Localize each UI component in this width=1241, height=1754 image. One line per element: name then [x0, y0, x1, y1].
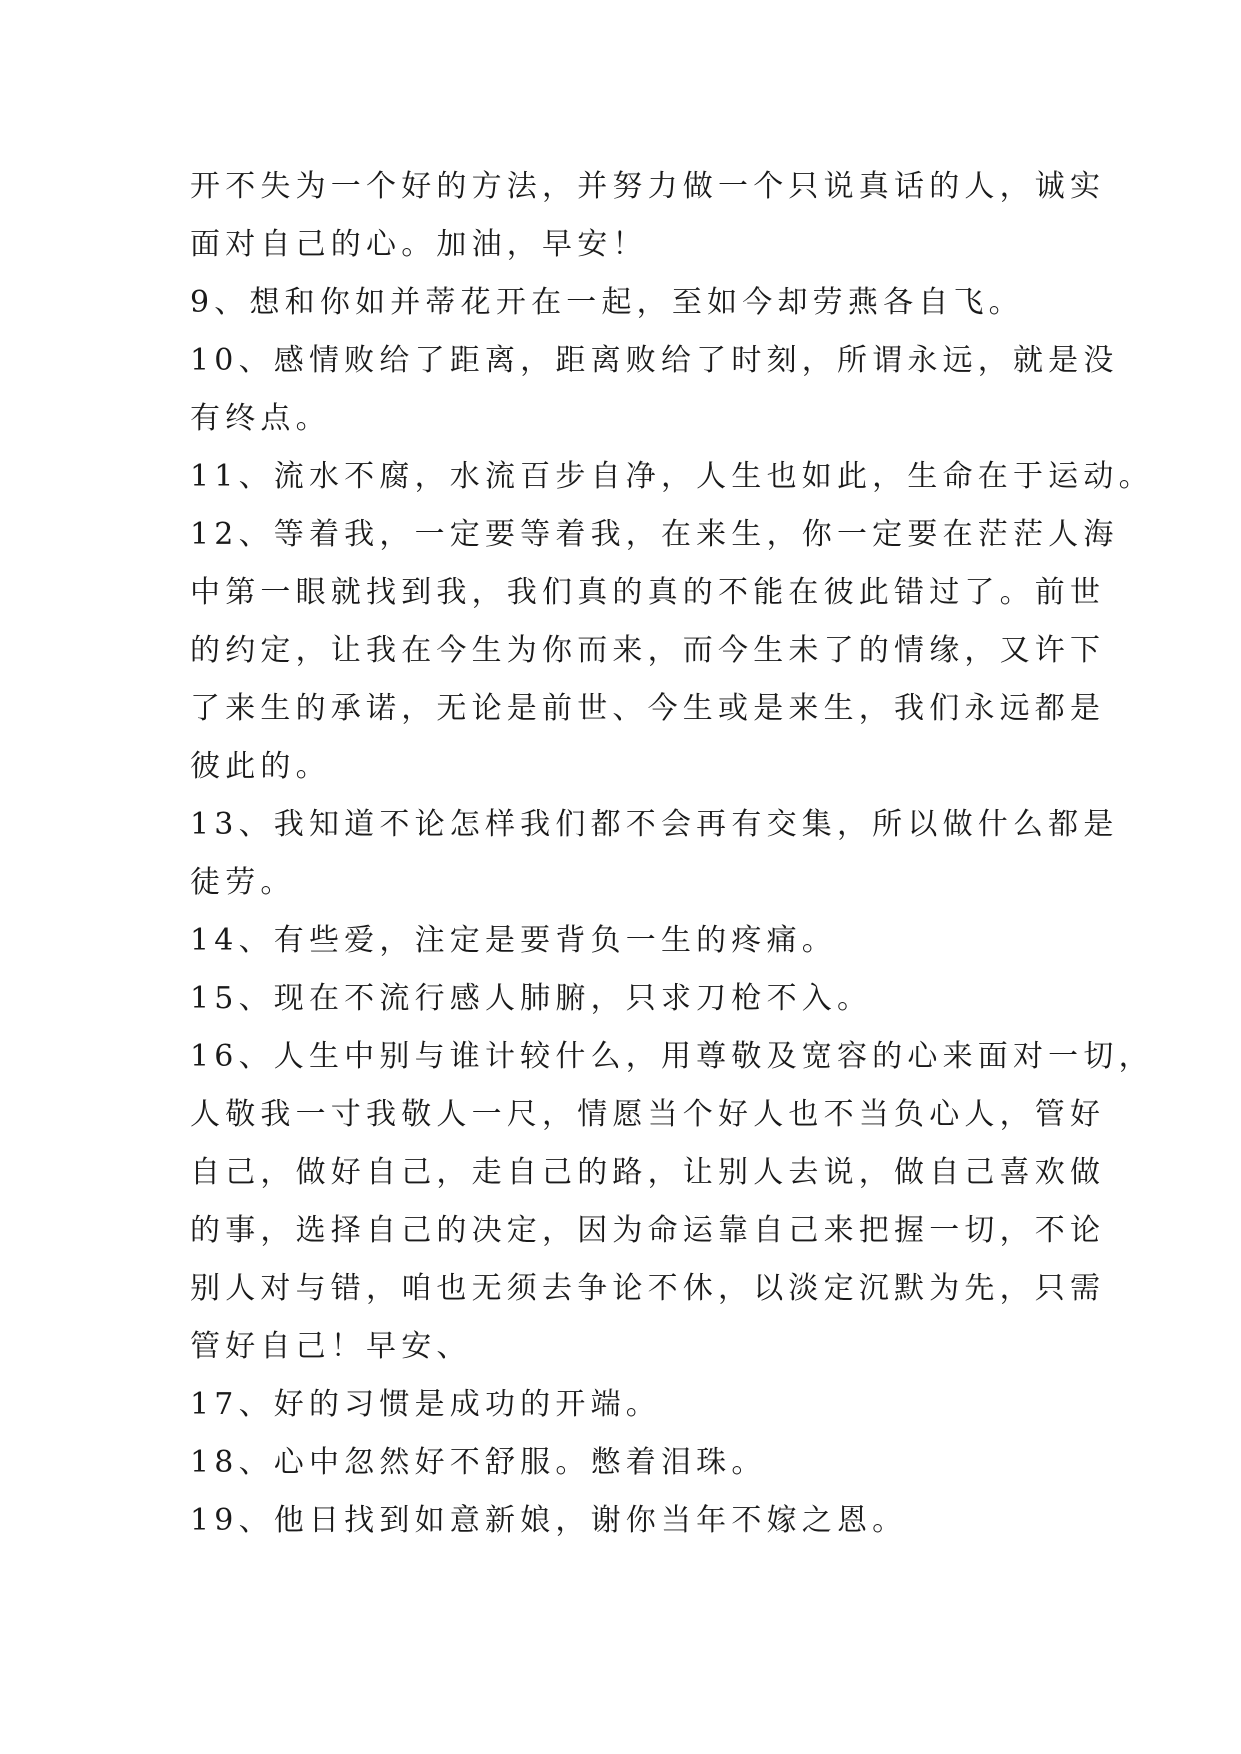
text-line: 11、流水不腐，水流百步自净，人生也如此，生命在于运动。: [190, 459, 1154, 494]
text-line: 了来生的承诺，无论是前世、今生或是来生，我们永远都是: [190, 691, 1106, 726]
text-line: 徒劳。: [190, 865, 296, 900]
text-line: 17、好的习惯是成功的开端。: [190, 1387, 661, 1422]
text-line: 的事，选择自己的决定，因为命运靠自己来把握一切，不论: [190, 1213, 1106, 1248]
text-line: 彼此的。: [190, 749, 331, 784]
text-line: 13、我知道不论怎样我们都不会再有交集，所以做什么都是: [190, 807, 1119, 842]
text-line: 管好自己！早安、: [190, 1329, 472, 1364]
document-body: [190, 158, 1154, 1550]
text-line: 的约定，让我在今生为你而来，而今生未了的情缘，又许下: [190, 633, 1106, 668]
text-line: 9、想和你如并蒂花开在一起，至如今却劳燕各自飞。: [190, 285, 1024, 320]
text-line: 19、他日找到如意新娘，谢你当年不嫁之恩。: [190, 1503, 908, 1538]
text-line: 别人对与错，咱也无须去争论不休，以淡定沉默为先，只需: [190, 1271, 1106, 1306]
text-line: 15、现在不流行感人肺腑，只求刀枪不入。: [190, 981, 873, 1016]
text-line: 面对自己的心。加油，早安！: [190, 227, 648, 262]
text-line: 10、感情败给了距离，距离败给了时刻，所谓永远，就是没: [190, 343, 1119, 378]
text-line: 12、等着我，一定要等着我，在来生，你一定要在茫茫人海: [190, 517, 1119, 552]
text-line: 中第一眼就找到我，我们真的真的不能在彼此错过了。前世: [190, 575, 1106, 610]
text-line: 16、人生中别与谁计较什么，用尊敬及宽容的心来面对一切，: [190, 1039, 1154, 1074]
text-line: 开不失为一个好的方法，并努力做一个只说真话的人，诚实: [190, 169, 1106, 204]
text-line: 有终点。: [190, 401, 331, 436]
text-line: 自己，做好自己，走自己的路，让别人去说，做自己喜欢做: [190, 1155, 1106, 1190]
text-line: 人敬我一寸我敬人一尺，情愿当个好人也不当负心人，管好: [190, 1097, 1106, 1132]
text-line: 14、有些爱，注定是要背负一生的疼痛。: [190, 923, 837, 958]
text-line: 18、心中忽然好不舒服。憋着泪珠。: [190, 1445, 767, 1480]
